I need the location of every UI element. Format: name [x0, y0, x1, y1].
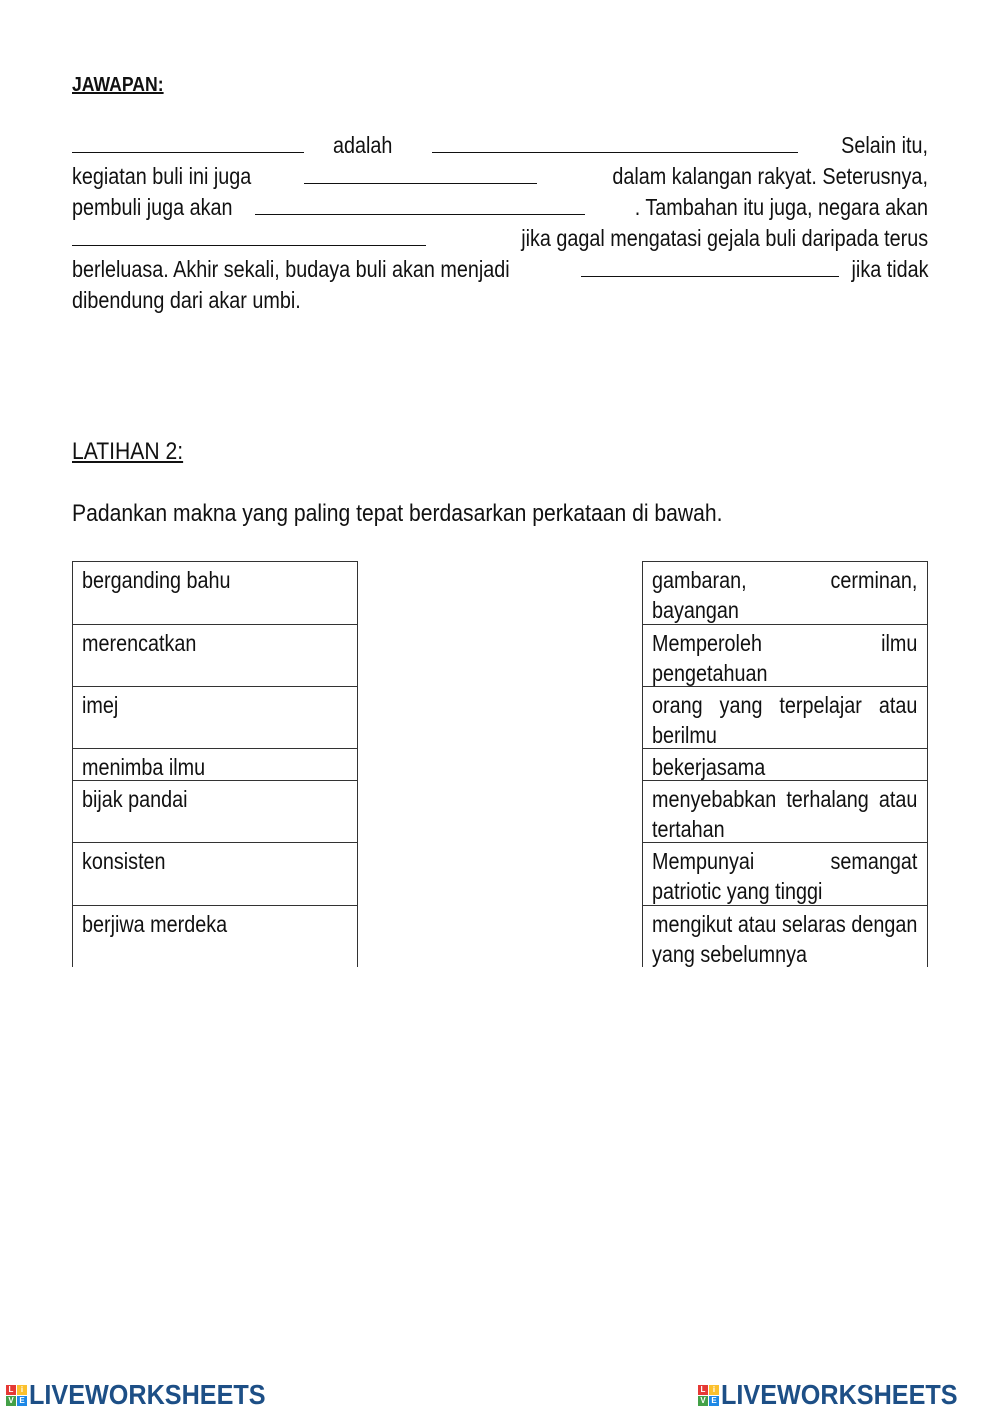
word-column — [72, 561, 358, 967]
word-box[interactable]: berjiwa merdeka — [72, 905, 358, 967]
answer-line-2: kegiatan buli ini juga dalam kalangan rakyat. Seterusnya, — [72, 163, 928, 189]
meaning-box[interactable]: mengikut atau selaras dengan yang sebelumnya — [642, 905, 928, 967]
meaning-box[interactable]: menyebabkan terhalang atau tertahan — [642, 780, 928, 842]
answer-line-1: adalah Selain itu, — [72, 130, 928, 161]
logo-text: LIVEWORKSHEETS — [29, 1379, 266, 1410]
meaning-box[interactable]: bekerjasama — [642, 748, 928, 780]
meaning-column — [642, 561, 928, 967]
meaning-box[interactable]: Mempunyai semangat patriotic yang tinggi — [642, 842, 928, 905]
logo-blocks-icon: L i V E — [698, 1385, 719, 1406]
answer-line-6: dibendung dari akar umbi. — [72, 287, 301, 313]
answer-line-5: berleluasa. Akhir sekali, budaya buli akan menjadi jika tidak — [72, 256, 928, 282]
logo-text: LIVEWORKSHEETS — [721, 1379, 958, 1410]
answer-blank-6[interactable] — [581, 254, 839, 277]
answer-blank-2[interactable] — [432, 130, 798, 153]
word-box[interactable]: konsisten — [72, 842, 358, 905]
word-box[interactable]: merencatkan — [72, 624, 358, 686]
meaning-box[interactable]: orang yang terpelajar atau berilmu — [642, 686, 928, 748]
logo-blocks-icon: L i V E — [6, 1385, 27, 1406]
exercise-instruction: Padankan makna yang paling tepat berdasarkan perkataan di bawah. — [72, 500, 723, 527]
answer-line-4: jika gagal mengatasi gejala buli daripada terus — [72, 223, 928, 254]
answer-blank-3[interactable] — [304, 161, 537, 184]
liveworksheets-logo — [6, 1380, 292, 1410]
word-box[interactable]: berganding bahu — [72, 561, 358, 624]
word-box[interactable]: bijak pandai — [72, 780, 358, 842]
liveworksheets-logo — [698, 1380, 984, 1410]
answer-blank-4[interactable] — [255, 192, 585, 215]
answer-blank-1[interactable] — [72, 130, 304, 153]
exercise-title: LATIHAN 2: — [72, 438, 184, 465]
meaning-box[interactable]: Memperoleh ilmu pengetahuan — [642, 624, 928, 686]
answer-paragraph — [72, 130, 928, 316]
answer-blank-5[interactable] — [72, 223, 426, 246]
answer-heading: JAWAPAN: — [72, 74, 164, 96]
meaning-box[interactable]: gambaran, cerminan, bayangan — [642, 561, 928, 624]
word-box[interactable]: menimba ilmu — [72, 748, 358, 780]
answer-line-3: pembuli juga akan . Tambahan itu juga, negara akan — [72, 194, 928, 220]
word-box[interactable]: imej — [72, 686, 358, 748]
